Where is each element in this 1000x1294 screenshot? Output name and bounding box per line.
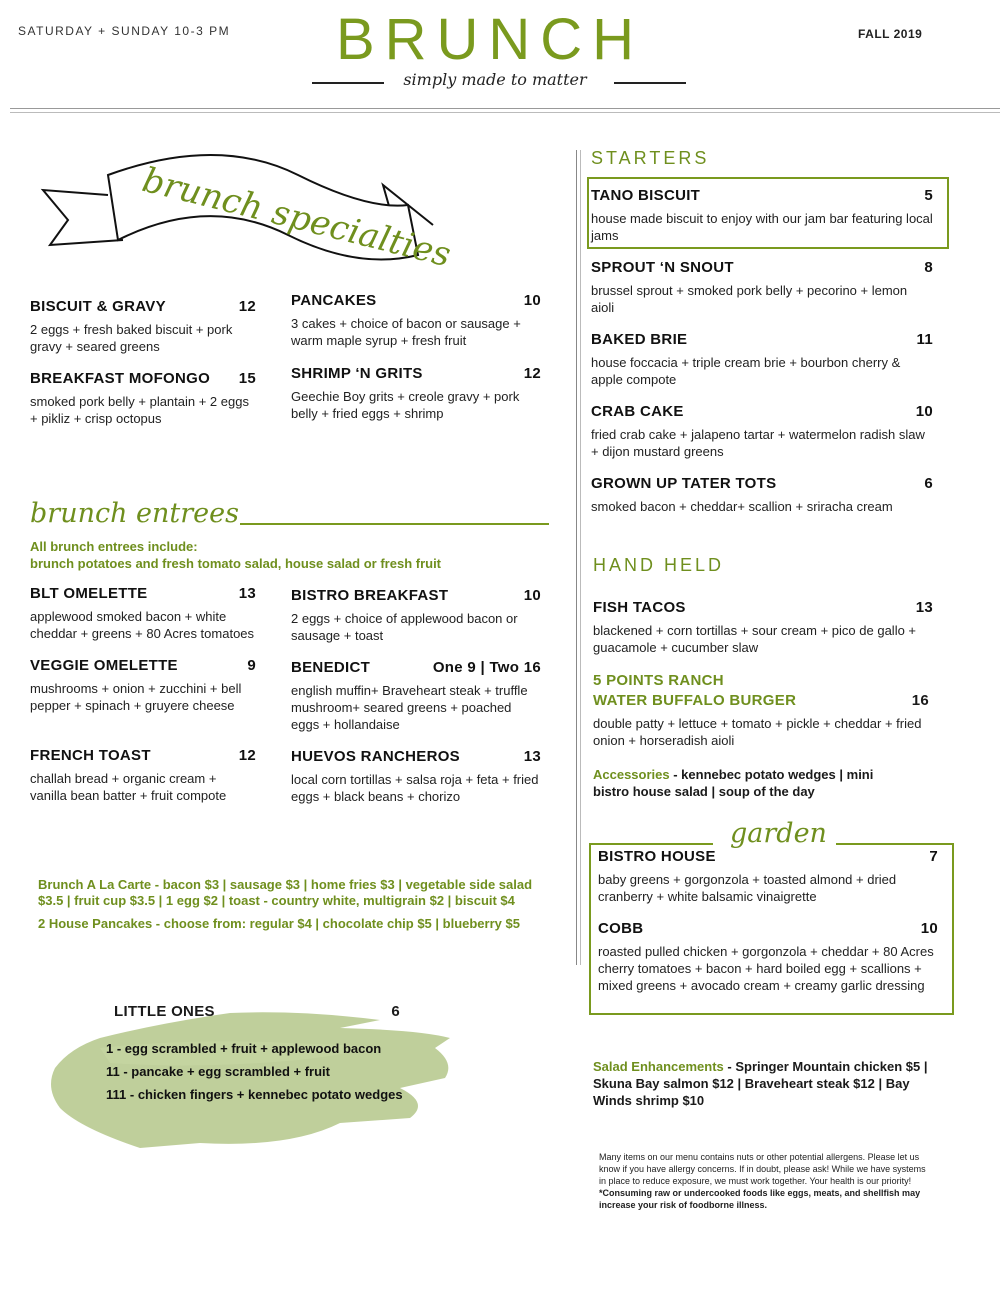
header-divider-second: [10, 112, 1000, 113]
item-description: house made biscuit to enjoy with our jam bar featuring local jams: [591, 211, 933, 243]
item-description: double patty + lettuce + tomato + pickle + cheddar + fried onion + horseradish aioli: [593, 716, 922, 748]
item-description: fried crab cake + jalapeno tartar + watermelon radish slaw + dijon mustard greens: [591, 427, 925, 459]
menu-item-sprout-snout: [591, 259, 933, 316]
hours-text: SATURDAY + SUNDAY 10-3 PM: [18, 24, 231, 38]
menu-item-bistro-house: [598, 848, 938, 905]
menu-item-blt-omelette: [30, 585, 256, 642]
little-ones-list: [106, 1037, 403, 1106]
enhancements-text: - Springer Mountain chicken $5 | Skuna Bay salmon $12 | Braveheart steak $12 | Bay Winds shrimp $10: [593, 1059, 928, 1108]
item-price: One 9 | Two 16: [432, 659, 541, 676]
season-label: FALL 2019: [858, 27, 923, 41]
item-description: Geechie Boy grits + creole gravy + pork belly + fried eggs + shrimp: [291, 389, 520, 421]
entrees-heading-rule: [240, 523, 549, 525]
item-name: TANO BISCUIT: [591, 187, 701, 204]
tagline: simply made to matter: [403, 70, 587, 89]
item-description: brussel sprout + smoked pork belly + pecorino + lemon aioli: [591, 283, 908, 315]
burger-name-line1: 5 POINTS RANCH: [593, 672, 724, 689]
burger-price: 16: [911, 692, 929, 709]
item-name: COBB: [598, 920, 644, 937]
item-price: 13: [238, 585, 256, 602]
accessories-note: [593, 766, 913, 800]
menu-item-shrimp-grits: [291, 365, 541, 422]
item-price: 10: [915, 403, 933, 420]
item-description: mushrooms + onion + zucchini + bell pepper + spinach + gruyere cheese: [30, 681, 242, 713]
little-ones-price: 6: [391, 1003, 400, 1020]
item-price: 11: [916, 331, 933, 348]
alacarte-line2: $3.5 | fruit cup $3.5 | 1 egg $2 | toast - country white, multigrain $2 | biscuit $4: [38, 893, 515, 908]
item-name: BLT OMELETTE: [30, 585, 148, 602]
banner-title: brunch specialties: [138, 160, 455, 276]
item-description: 2 eggs + choice of applewood bacon or sausage + toast: [291, 611, 518, 643]
item-description: applewood smoked bacon + white cheddar + greens + 80 Acres tomatoes: [30, 609, 255, 641]
alacarte-line1: Brunch A La Carte - bacon $3 | sausage $3 | home fries $3 | vegetable side salad: [38, 877, 533, 892]
tagline-rule-left: [312, 82, 384, 84]
item-name: FISH TACOS: [593, 599, 686, 616]
menu-item-fish-tacos: [593, 599, 933, 656]
item-name: BAKED BRIE: [591, 331, 688, 348]
menu-item-tater-tots: [591, 475, 933, 515]
item-name: SPROUT ‘N SNOUT: [591, 259, 734, 276]
item-description: house foccacia + triple cream brie + bourbon cherry & apple compote: [591, 355, 901, 387]
menu-item-french-toast: [30, 747, 256, 804]
menu-item-benedict: [291, 659, 541, 733]
item-name: GROWN UP TATER TOTS: [591, 475, 777, 492]
item-description: roasted pulled chicken + gorgonzola + cheddar + 80 Acres cherry tomatoes + bacon + hard boiled egg + scallions + mixed greens + avocado cream + creamy garlic dressing: [598, 944, 934, 993]
item-price: 12: [238, 298, 256, 315]
burger-name-line2: WATER BUFFALO BURGER: [593, 692, 797, 709]
starters-heading: STARTERS: [591, 148, 710, 168]
entrees-heading: brunch entrees: [30, 498, 239, 529]
item-name: PANCAKES: [291, 292, 377, 309]
item-price: 10: [523, 292, 541, 309]
menu-item-tano-biscuit: [591, 187, 933, 244]
garden-heading: garden: [730, 818, 827, 849]
entrees-note-line1: All brunch entrees include:: [30, 539, 198, 554]
menu-item-huevos-rancheros: [291, 748, 541, 805]
item-price: 10: [920, 920, 938, 937]
menu-item-biscuit-gravy: [30, 298, 256, 355]
salad-enhancements: [593, 1058, 938, 1109]
allergy-text: Many items on our menu contains nuts or other potential allergens. Please let us know if you have allergy concerns. If in doubt, please ask! While we have systems in place to reduce exposure, we must work together. Your health is our priority!: [599, 1152, 926, 1186]
menu-item-veggie-omelette: [30, 657, 256, 714]
enhancements-label: Salad Enhancements: [593, 1059, 724, 1074]
item-name: HUEVOS RANCHEROS: [291, 748, 460, 765]
item-description: 3 cakes + choice of bacon or sausage + warm maple syrup + fresh fruit: [291, 316, 521, 348]
item-description: 2 eggs + fresh baked biscuit + pork gravy + seared greens: [30, 322, 233, 354]
menu-item-breakfast-mofongo: [30, 370, 256, 427]
little-ones-title: LITTLE ONES: [114, 1003, 215, 1020]
list-item: 111 - chicken fingers + kennebec potato wedges: [106, 1087, 403, 1102]
menu-item-crab-cake: [591, 403, 933, 460]
entrees-note-line2: brunch potatoes and fresh tomato salad, house salad or fresh fruit: [30, 556, 442, 571]
item-price: 15: [238, 370, 256, 387]
menu-item-pancakes: [291, 292, 541, 349]
menu-item-bistro-breakfast: [291, 587, 541, 644]
menu-title: BRUNCH: [335, 7, 645, 72]
item-name: BISTRO HOUSE: [598, 848, 716, 865]
item-name: BISTRO BREAKFAST: [291, 587, 449, 604]
item-name: BREAKFAST MOFONGO: [30, 370, 211, 387]
tagline-rule-right: [614, 82, 686, 84]
item-price: 12: [238, 747, 256, 764]
header-divider: [10, 108, 1000, 109]
item-description: smoked bacon + cheddar+ scallion + sriracha cream: [591, 499, 893, 514]
menu-item-cobb: [598, 920, 938, 994]
item-price: 6: [924, 475, 933, 492]
item-name: VEGGIE OMELETTE: [30, 657, 178, 674]
item-price: 9: [247, 657, 256, 674]
alacarte-line3: 2 House Pancakes - choose from: regular $4 | chocolate chip $5 | blueberry $5: [38, 916, 520, 931]
item-name: FRENCH TOAST: [30, 747, 151, 764]
accessories-text: - kennebec potato wedges | mini bistro house salad | soup of the day: [593, 767, 874, 799]
item-price: 5: [924, 187, 933, 204]
handheld-heading: HAND HELD: [593, 555, 725, 575]
item-name: CRAB CAKE: [591, 403, 684, 420]
item-price: 12: [523, 365, 541, 382]
item-name: BISCUIT & GRAVY: [30, 298, 166, 315]
list-item: 1 - egg scrambled + fruit + applewood bacon: [106, 1041, 382, 1056]
allergy-warning: *Consuming raw or undercooked foods like eggs, meats, and shellfish may increase your risk of foodborne illness.: [599, 1188, 921, 1210]
item-price: 7: [929, 848, 938, 865]
menu-item-burger: [593, 672, 929, 749]
item-description: local corn tortillas + salsa roja + feta + fried eggs + black beans + chorizo: [291, 772, 539, 804]
little-ones-header: [114, 1003, 400, 1020]
item-price: 8: [924, 259, 933, 276]
item-description: smoked pork belly + plantain + 2 eggs + pikliz + crisp octopus: [30, 394, 249, 426]
item-description: baby greens + gorgonzola + toasted almond + dried cranberry + white balsamic vinaigrette: [598, 872, 897, 904]
menu-item-baked-brie: [591, 331, 933, 388]
column-divider-second: [580, 150, 581, 965]
accessories-label: Accessories: [593, 767, 670, 782]
item-description: blackened + corn tortillas + sour cream + pico de gallo + guacamole + cucumber slaw: [593, 623, 917, 655]
item-price: 13: [915, 599, 933, 616]
item-description: english muffin+ Braveheart steak + truffle mushroom+ seared greens + poached eggs + hollandaise: [291, 683, 528, 732]
item-description: challah bread + organic cream + vanilla bean batter + fruit compote: [30, 771, 227, 803]
list-item: 11 - pancake + egg scrambled + fruit: [106, 1064, 330, 1079]
column-divider: [576, 150, 577, 965]
item-price: 13: [523, 748, 541, 765]
item-price: 10: [523, 587, 541, 604]
item-name: SHRIMP ‘N GRITS: [291, 365, 423, 382]
item-name: BENEDICT: [291, 659, 371, 676]
allergy-notice: [599, 1151, 931, 1211]
